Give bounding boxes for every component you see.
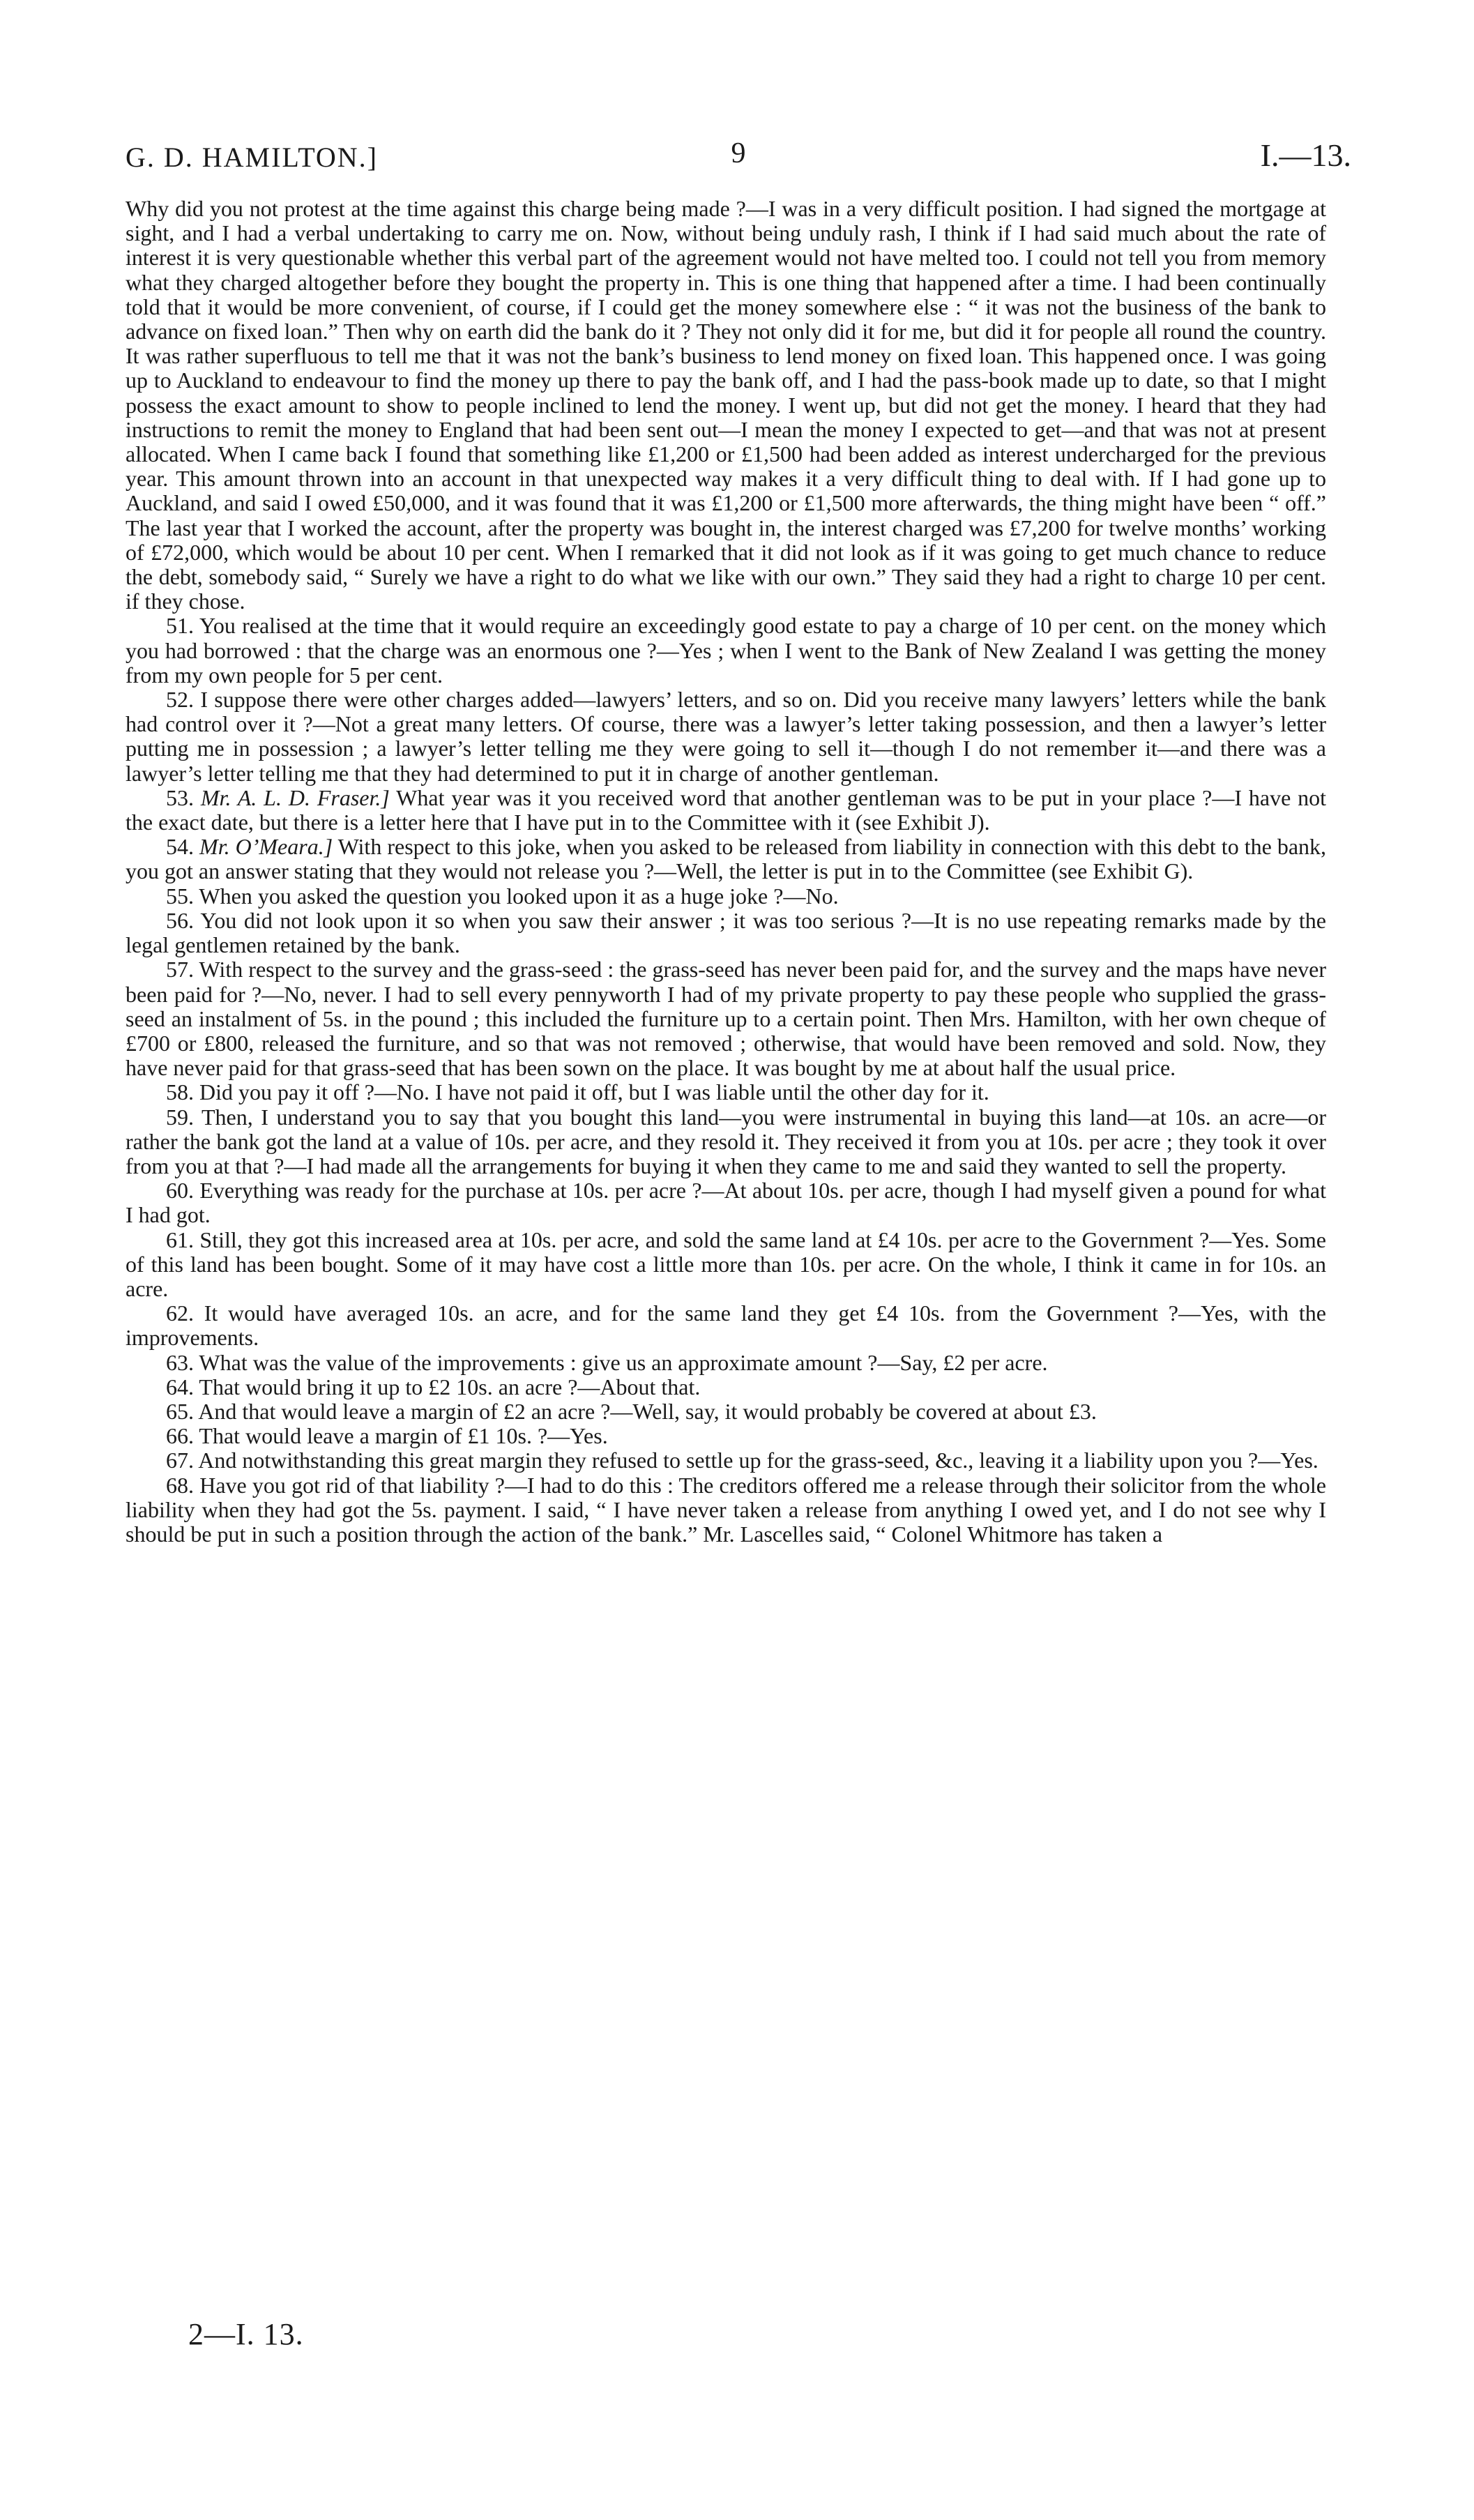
paragraph: 57. With respect to the survey and the grass-seed : the grass-seed has never been paid for, and the survey and the maps have never been paid for ?—No, never. I had to sell every pennyworth I had of my private property to pay these people who supplied the grass-seed an instalment of 5s. in the pound ; this included the furniture up to a certain point. Then Mrs. Hamilton, with her own cheque of £700 or £800, released the furniture, and so that was not removed ; otherwise, that would have been removed and sold. Now, they have never paid for that grass-seed that has been sown on the place. It was bought by me at about half the usual price. bbox=[126, 957, 1326, 1081]
paragraph bbox=[126, 835, 1326, 883]
paper-reference: I.—13. bbox=[1260, 137, 1351, 173]
paragraph: 61. Still, they got this increased area at 10s. per acre, and sold the same land at £4 10s. per acre to the Government ?—Yes. Some of this land has been bought. Some of it may have cost a little more than 10s. per acre. On the whole, I think it came in for 10s. an acre. bbox=[126, 1227, 1326, 1301]
paragraph: 67. And notwithstanding this great margin they refused to settle up for the grass-seed, &c., leaving it a liability upon you ?—Yes. bbox=[166, 1448, 1319, 1473]
witness-name: G. D. HAMILTON.] bbox=[126, 142, 378, 173]
paragraph: 64. That would bring it up to £2 10s. an acre ?—About that. bbox=[166, 1374, 701, 1399]
paragraph: 55. When you asked the question you looked upon it as a huge joke ?—No. bbox=[166, 883, 839, 909]
paragraph: 51. You realised at the time that it would require an exceedingly good estate to pay a charge of 10 per cent. on the money which you had borrowed : that the charge was an enormous one ?—Yes ; when I went to the Bank of New Zealand I was getting the money from my own people for 5 per cent. bbox=[126, 613, 1326, 688]
speaker-name: Mr. A. L. D. Fraser.] bbox=[200, 784, 390, 810]
paragraph-text: What year was it you received word that another gentleman was to be put in your place ?—I have not the exact date, but there is a letter here that I have put in to the Committee with it (see Exhibit J). bbox=[126, 784, 1327, 835]
paragraph: 65. And that would leave a margin of £2 an acre ?—Well, say, it would probably be covered at about £3. bbox=[166, 1398, 1097, 1424]
paragraph: 62. It would have averaged 10s. an acre, and for the same land they get £4 10s. from the Government ?—Yes, with the improvements. bbox=[126, 1300, 1326, 1351]
page-number: 9 bbox=[731, 137, 746, 169]
question-number: 54. bbox=[166, 834, 194, 860]
paragraph bbox=[126, 786, 1326, 835]
paragraph: 60. Everything was ready for the purchase at 10s. per acre ?—At about 10s. per acre, though I had myself given a pound for what I had got. bbox=[126, 1178, 1326, 1228]
speaker-name: Mr. O’Meara.] bbox=[199, 834, 333, 860]
paragraph: 63. What was the value of the improvements : give us an approximate amount ?—Say, £2 per acre. bbox=[166, 1349, 1048, 1375]
signature-mark: 2—I. 13. bbox=[188, 2317, 304, 2351]
paragraph: 58. Did you pay it off ?—No. I have not paid it off, but I was liable until the other day for it. bbox=[166, 1079, 989, 1105]
question-number: 53. bbox=[166, 784, 194, 810]
page-header bbox=[126, 137, 1351, 179]
paragraph-text: With respect to this joke, when you asked to be released from liability in connection with this debt to the bank, you got an answer stating that they would not release you ?—Well, the letter is put in to the Committee (see Exhibit G). bbox=[126, 834, 1327, 884]
paragraph: 56. You did not look upon it so when you saw their answer ; it was too serious ?—It is no use repeating remarks made by the legal gentlemen retained by the bank. bbox=[126, 907, 1326, 958]
paragraph: 68. Have you got rid of that liability ?—I had to do this : The creditors offered me a release through their solicitor from the whole liability when they had got the 5s. payment. I said, “ I have never taken a release from anything I owed yet, and I do not see why I should be put in such a position through the action of the bank.” Mr. Lascelles said, “ Colonel Whitmore has taken a bbox=[126, 1472, 1326, 1547]
paragraph: 59. Then, I understand you to say that you bought this land—you were instrumental in buying this land—at 10s. an acre—or rather the bank got the land at a value of 10s. per acre, and they resold it. They received it from you at 10s. per acre ; they took it over from you at that ?—I had made all the arrangements for buying it when they came to me and said they wanted to sell the property. bbox=[126, 1104, 1326, 1178]
paragraph: 52. I suppose there were other charges added—lawyers’ letters, and so on. Did you receive many lawyers’ letters while the bank had control over it ?—Not a great many letters. Of course, there was a lawyer’s letter taking possession, and then a lawyer’s letter putting me in possession ; a lawyer’s letter telling me they were going to sell it—though I do not remember it—and there was a lawyer’s letter telling me that they had determined to put it in charge of another gentleman. bbox=[126, 687, 1326, 786]
paragraph: Why did you not protest at the time against this charge being made ?—I was in a very difficult position. I had signed the mortgage at sight, and I had a verbal undertaking to carry me on. Now, without being unduly rash, I think if I had said much about the rate of interest it is very questionable whether this verbal part of the agreement would not have melted too. I could not tell you from memory what they charged altogether before they bought the property in. This is one thing that happened after a time. I had been continually told that it would be more convenient, of course, if I could get the money somewhere else : “ it was not the business of the bank to advance on fixed loan.” Then why on earth did the bank do it ? They not only did it for me, but did it for people all round the country. It was rather superfluous to tell me that it was not the bank’s business to lend money on fixed loan. This happened once. I was going up to Auckland to endeavour to find the money up there to pay the bank off, and I had the pass-book made up to date, so that I might possess the exact amount to show to people inclined to lend the money. I went up, but did not get the money. I heard that they had instructions to remit the money to England that had been sent out—I mean the money I expected to get—and that was not at present allocated. When I came back I found that something like £1,200 or £1,500 had been added as interest undercharged for the previous year. This amount thrown into an account in that unexpected way makes it a very difficult thing to deal with. If I had gone up to Auckland, and said I owed £50,000, and it was found that it was £1,200 or £1,500 more afterwards, the thing might have been “ off.” The last year that I worked the account, after the property was bought in, the interest charged was £7,200 for twelve months’ working of £72,000, which would be about 10 per cent. When I remarked that it did not look as if it was going to get much chance to reduce the debt, somebody said, “ Surely we have a right to do what we like with our own.” They said they had a right to charge 10 per cent. if they chose. bbox=[126, 196, 1326, 614]
body-text bbox=[126, 197, 1326, 1547]
paragraph: 66. That would leave a margin of £1 10s. ?—Yes. bbox=[166, 1423, 608, 1449]
